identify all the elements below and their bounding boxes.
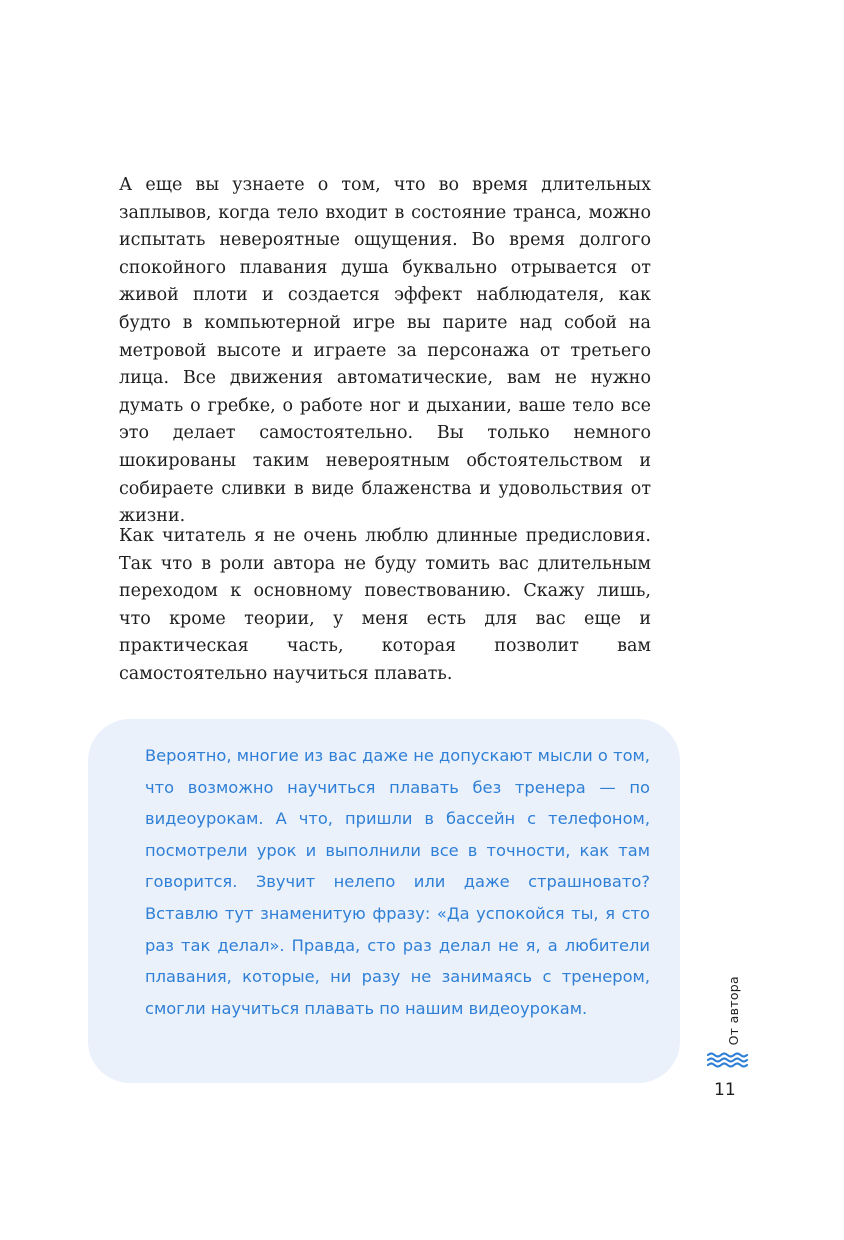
- section-label: От автора: [726, 976, 741, 1046]
- callout-box: [88, 719, 680, 1083]
- callout-text: Вероятно, многие из вас даже не допускают мысли о том, что возможно научиться плавать без тренера — по видеоурокам. А что, пришли в бассейн с телефоном, посмотрели урок и выполнили все в точности, как там говорится. Звучит нелепо или даже страшновато? Вставлю тут знаменитую фразу: «Да успокойся ты, я сто раз так делал». Правда, сто раз делал не я, а любители плавания, которые, ни разу не занимаясь с тренером, смогли научиться плавать по нашим видеоурокам.: [145, 746, 650, 1018]
- body-paragraph-1: А еще вы узнаете о том, что во время длительных заплывов, когда тело входит в состояние транса, можно испытать невероятные ощущения. Во время долгого спокойного плавания душа буквально отрывается от живой плоти и создается эффект наблюдателя, как будто в компьютерной игре вы парите над собой на метровой высоте и играете за персонажа от третьего лица. Все движения автоматические, вам не нужно думать о гребке, о работе ног и дыхании, ваше тело все это делает самостоятельно. Вы только немного шокированы таким невероятным обстоятельством и собираете сливки в виде блаженства и удовольствия от жизни.: [119, 175, 651, 527]
- body-paragraph-2: Как читатель я не очень люблю длинные предисловия. Так что в роли автора не буду томить вас длительным переходом к основному повествованию. Скажу лишь, что кроме теории, у меня есть для вас еще и практическая часть, которая позволит вам самостоятельно научиться плавать.: [119, 526, 651, 684]
- page-number: 11: [714, 1080, 736, 1100]
- waves-icon: [707, 1052, 749, 1068]
